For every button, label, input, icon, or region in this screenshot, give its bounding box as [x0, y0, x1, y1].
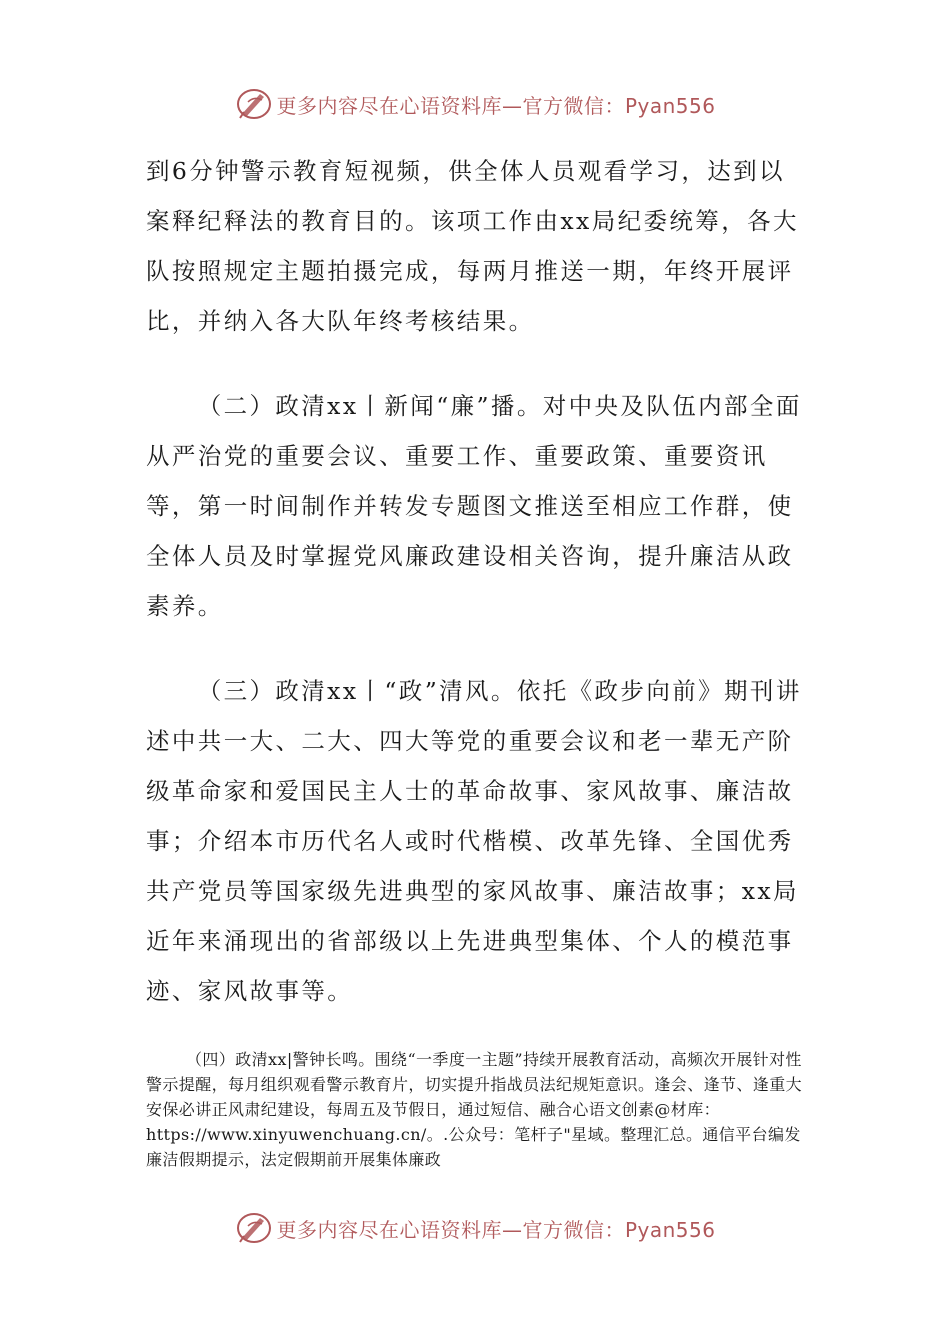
paragraph-2: （二）政清xx丨新闻“廉”播。对中央及队伍内部全面从严治党的重要会议、重要工作、重要政策、重要资讯等，第一时间制作并转发专题图文推送至相应工作群，使全体人员及时掌握党风廉政建设相关咨询，提升廉洁从政素养。 — [146, 392, 802, 620]
footer-banner — [0, 1208, 950, 1248]
paragraph-1: 到6分钟警示教育短视频，供全体人员观看学习，达到以案释纪释法的教育目的。该项工作由xx局纪委统筹，各大队按照规定主题拍摄完成，每两月推送一期，年终开展评比，并纳入各大队年终考核结果。 — [146, 157, 799, 335]
paragraph-3: （三）政清xx丨“政”清风。依托《政步向前》期刊讲述中共一大、二大、四大等党的重要会议和老一辈无产阶级革命家和爱国民主人士的革命故事、家风故事、廉洁故事；介绍本市历代名人或时代楷模、改革先锋、全国优秀共产党员等国家级先进典型的家风故事、廉洁故事；xx局近年来涌现出的省部级以上先进典型集体、个人的模范事迹、家风故事等。 — [146, 677, 802, 1005]
footer-banner-text: 更多内容尽在心语资料库—官方微信：Pyan556 — [276, 1217, 716, 1242]
paragraph-4-small: （四）政清xx|警钟长鸣。围绕“一季度一主题”持续开展教育活动，高频次开展针对性警示提醒，每月组织观看警示教育片，切实提升指战员法纪规矩意识。逢会、逢节、逢重大安保必讲正风肃纪建设，每周五及节假日，通过短信、融合心语文创素@材库：https://www.xinyuwenchuang.cn/。.公众号：笔杆子"星域。整理汇总。通信平台编发廉洁假期提示，法定假期前开展集体廉政 — [146, 1050, 803, 1169]
pen-logo-icon — [234, 1208, 274, 1248]
pen-logo-icon — [234, 84, 274, 124]
header-banner — [0, 84, 950, 124]
header-banner-text: 更多内容尽在心语资料库—官方微信：Pyan556 — [276, 93, 716, 118]
